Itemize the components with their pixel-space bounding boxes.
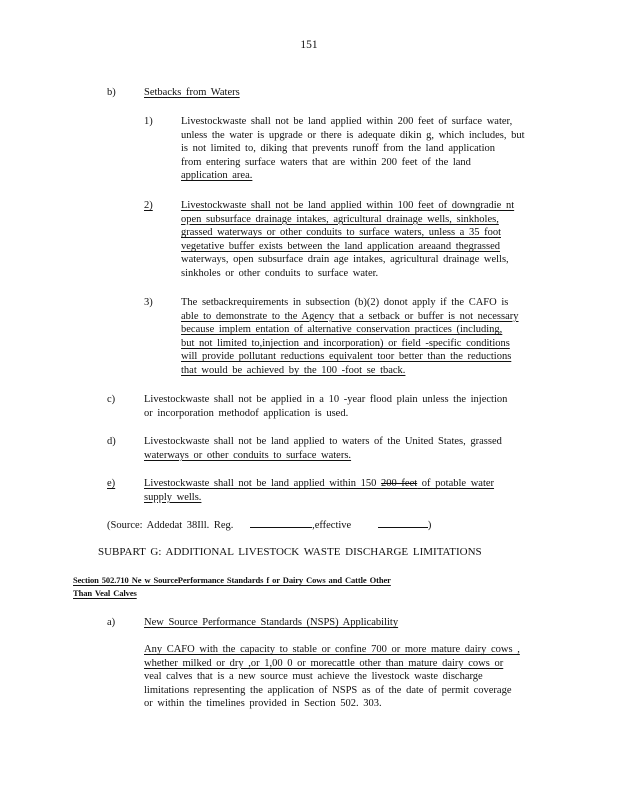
subpart-heading: SUBPART G: ADDITIONAL LIVESTOCK WASTE DISCHARGE LIMITATIONS xyxy=(98,546,482,558)
item-b1-line: from entering surface waters that are within 200 feet of the land xyxy=(181,156,471,168)
item-c-label: c) xyxy=(107,394,116,405)
item-d-paragraph xyxy=(144,435,502,462)
page-number: 151 xyxy=(300,39,318,51)
item-e-line xyxy=(144,477,494,491)
item-e-text: of potable water xyxy=(417,478,495,489)
item-e-line: supply wells. xyxy=(144,491,202,503)
item-e-paragraph xyxy=(144,477,494,504)
item-a-line: Any CAFO with the capacity to stable or confine 700 or more mature dairy cows , xyxy=(144,644,520,655)
item-b1-number: 1) xyxy=(144,116,153,127)
item-b1-line: Livestockwaste shall not be land applied within 200 feet of surface water, xyxy=(181,116,513,127)
item-b3-line: The setbackrequirements in subsection (b)(2) donot apply if the CAFO is xyxy=(181,297,509,308)
item-b1-line: is not limited to, diking that prevents runoff from the land application xyxy=(181,143,496,155)
item-b2-line: Livestockwaste shall not be land applied within 100 feet of downgradie nt xyxy=(181,200,515,211)
item-e-deleted-text: 200 feet xyxy=(381,478,418,489)
item-a-line: whether milked or dry ,or 1,00 0 or morecattle other than mature dairy cows or xyxy=(144,657,504,669)
item-d-line: Livestockwaste shall not be land applied to waters of the United States, grassed xyxy=(144,436,502,447)
item-b1-line: application area. xyxy=(181,170,253,182)
source-reg-blank xyxy=(250,517,312,528)
item-a-line: limitations representing the application of NSPS as of the date of permit coverage xyxy=(144,684,512,696)
item-b2-line: vegetative buffer exists between the land application areaand thegrassed xyxy=(181,240,501,252)
item-e-text: Livestockwaste shall not be land applied within 150 xyxy=(144,478,382,489)
section-heading xyxy=(73,574,391,600)
source-close: ) xyxy=(427,520,432,531)
item-d-line: waterways or other conduits to surface waters. xyxy=(144,449,352,461)
item-b3-line: will provide pollutant reductions equivalent toor better than the reductions xyxy=(181,351,512,363)
item-b3-line: that would be achieved by the 100 -foot se tback. xyxy=(181,364,406,376)
item-b-label: b) xyxy=(107,87,116,98)
source-prefix: (Source: Addedat 38Ill. Reg. xyxy=(107,520,234,531)
item-b2-line: sinkholes or other conduits to surface water. xyxy=(181,267,379,279)
source-note xyxy=(107,517,431,533)
item-b2-line: waterways, open subsurface drain age intakes, agricultural drainage wells, xyxy=(181,254,509,266)
item-d-label: d) xyxy=(107,436,116,447)
item-b1-line: unless the water is upgrade or there is adequate dikin g, which includes, but xyxy=(181,129,525,141)
item-b2-number: 2) xyxy=(144,200,153,211)
item-b3-line: because implem entation of alternative conservation practices (including, xyxy=(181,324,503,336)
item-a-line: or within the timelines provided in Section 502. 303. xyxy=(144,698,382,710)
item-a-line: veal calves that is a new source must achieve the livestock waste discharge xyxy=(144,671,483,683)
item-b3-paragraph xyxy=(181,296,519,378)
item-b2-line: open subsurface drainage intakes, agricultural drainage wells, sinkholes, xyxy=(181,213,499,225)
item-b2-line: grassed waterways or other conduits to surface waters, unless a 35 foot xyxy=(181,227,501,239)
section-heading-line: Section 502.710 Ne w SourcePerformance Standards f or Dairy Cows and Cattle Other xyxy=(73,575,391,585)
section-heading-line: Than Veal Calves xyxy=(73,588,137,598)
item-b-heading: Setbacks from Waters xyxy=(144,87,240,98)
source-effective-blank xyxy=(378,517,428,528)
item-b3-number: 3) xyxy=(144,297,153,308)
item-c-paragraph xyxy=(144,393,507,420)
item-e-label: e) xyxy=(107,478,116,489)
item-b3-line: but not limited to,injection and incorporation) or field -specific conditions xyxy=(181,337,510,349)
item-a-heading: New Source Performance Standards (NSPS) Applicability xyxy=(144,617,399,628)
item-c-line: or incorporation methodof application is used. xyxy=(144,407,349,419)
source-effective: ,effective xyxy=(312,520,352,531)
item-b3-line: able to demonstrate to the Agency that a setback or buffer is not necessary xyxy=(181,310,519,322)
item-a-label: a) xyxy=(107,617,116,628)
item-c-line: Livestockwaste shall not be applied in a 10 -year flood plain unless the injection xyxy=(144,394,508,405)
item-a-paragraph xyxy=(144,643,520,711)
item-b2-paragraph xyxy=(181,199,514,281)
item-b1-paragraph xyxy=(181,115,525,183)
